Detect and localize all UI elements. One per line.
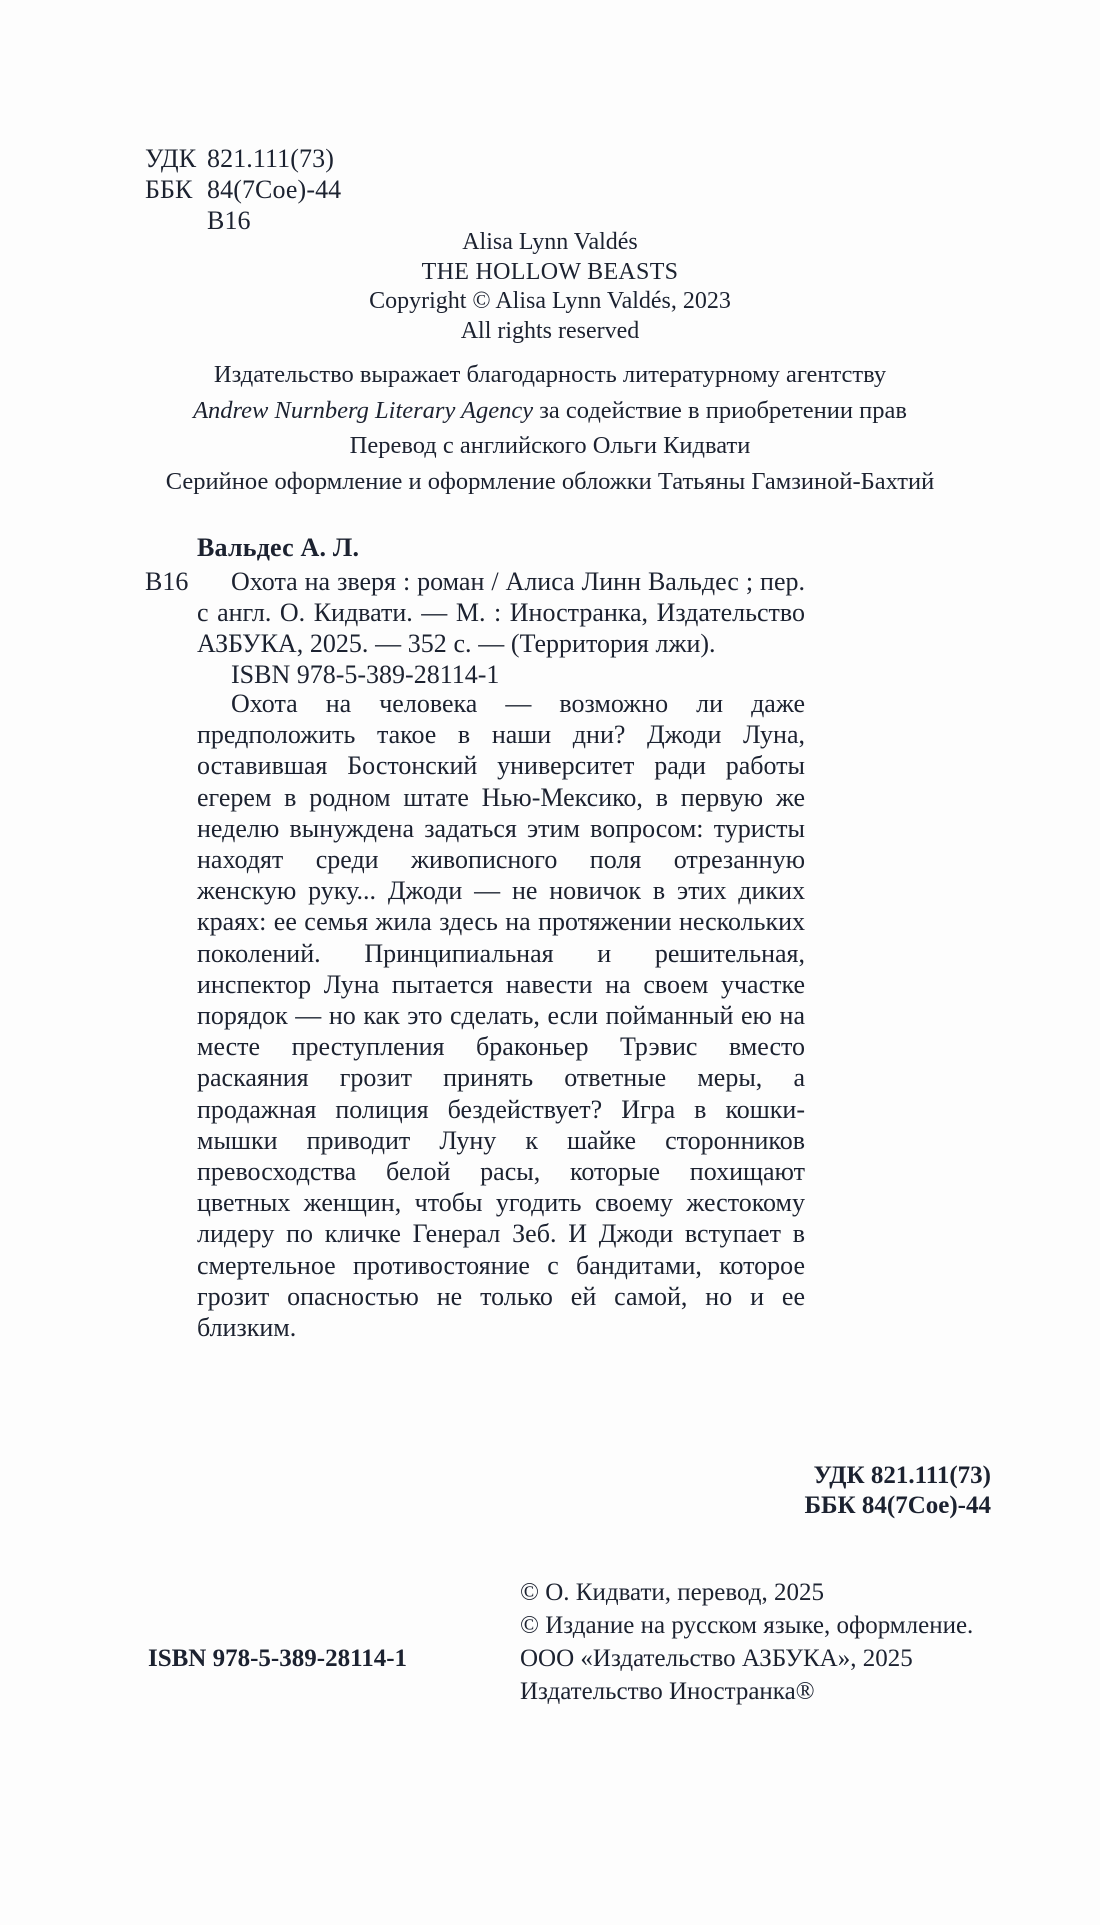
- imprint-block: [520, 1576, 973, 1708]
- original-copyright: Copyright © Alisa Lynn Valdés, 2023: [369, 288, 731, 314]
- bbk-bottom: ББК 84(7Сое)-44: [804, 1492, 991, 1519]
- literary-agency-name: Andrew Nurnberg Literary Agency: [193, 397, 534, 424]
- biblio-isbn: ISBN 978-5-389-28114-1: [231, 660, 500, 689]
- biblio-description: Охота на зверя : роман / Алиса Линн Вальдес ; пер. с англ. О. Кидвати. — М. : Иностранка, Издательство АЗБУКА, 2025. — 352 с. — (Территория лжи).: [197, 567, 805, 658]
- bbk-row-top: [145, 174, 341, 205]
- credits-block: [0, 428, 1100, 500]
- original-edition-block: [0, 228, 1100, 346]
- classification-codes-top: [145, 143, 341, 236]
- book-annotation: Охота на человека — возможно ли даже предположить такое в наши дни? Джоди Луна, оставившая Бостонский университет ради работы егерем в родном штате Нью-Мексико, в первую же неделю вынуждена задаться этим вопросом: туристы находят среди живописного поля отрезанную женскую руку... Джоди — не новичок в этих диких краях: ее семья жила здесь на протяжении нескольких поколений. Принципиальная и решительная, инспектор Луна пытается навести на своем участке порядок — но как это сделать, если пойманный ею на месте преступления браконьер Трэвис вместо раскаяния грозит принять ответные меры, а продажная полиция бездействует? Игра в кошки-мышки приводит Луну к шайке сторонников превосходства белой расы, которые похищают цветных женщин, чтобы угодить своему жестокому лидеру по кличке Генерал Зеб. И Джоди вступает в смертельное противостояние с бандитами, которое грозит опасностью не только ей самой, но и ее близким.: [197, 689, 805, 1343]
- original-author: Alisa Lynn Valdés: [462, 229, 638, 255]
- copyright-russian-edition: © Издание на русском языке, оформление.: [520, 1612, 974, 1639]
- author-siglum-top: В16: [207, 206, 251, 235]
- publisher-inostranka: Издательство Иностранка®: [520, 1678, 815, 1705]
- acknowledgment-line-2: [0, 393, 1100, 429]
- design-credit: Серийное оформление и оформление обложки Татьяны Гамзиной-Бахтий: [165, 468, 935, 495]
- bbk-value-top: 84(7Сое)-44: [207, 175, 342, 204]
- bibliographic-record: [145, 532, 805, 690]
- acknowledgment-block: [0, 357, 1100, 429]
- acknowledgment-line-2-tail: за содействие в приобретении прав: [533, 397, 907, 424]
- copyright-translation: © О. Кидвати, перевод, 2025: [520, 1579, 825, 1606]
- acknowledgment-line-1: Издательство выражает благодарность литературному агентству: [213, 361, 887, 388]
- biblio-author-heading: Вальдес А. Л.: [197, 533, 360, 562]
- biblio-entry: [145, 566, 805, 659]
- publisher-azbuka: ООО «Издательство АЗБУКА», 2025: [520, 1645, 913, 1672]
- original-rights: All rights reserved: [460, 317, 640, 344]
- udk-label-top: УДК: [145, 144, 197, 173]
- isbn-footer: ISBN 978-5-389-28114-1: [148, 1645, 408, 1672]
- biblio-siglum: В16: [145, 567, 189, 596]
- classification-codes-bottom: [804, 1461, 991, 1521]
- original-title: THE HOLLOW BEASTS: [421, 258, 679, 285]
- udk-value-top: 821.111(73): [207, 144, 334, 173]
- bbk-label-top: ББК: [145, 175, 193, 204]
- udk-row-top: [145, 143, 341, 174]
- udk-bottom: УДК 821.111(73): [813, 1462, 991, 1489]
- translation-credit: Перевод с английского Ольги Кидвати: [349, 432, 751, 459]
